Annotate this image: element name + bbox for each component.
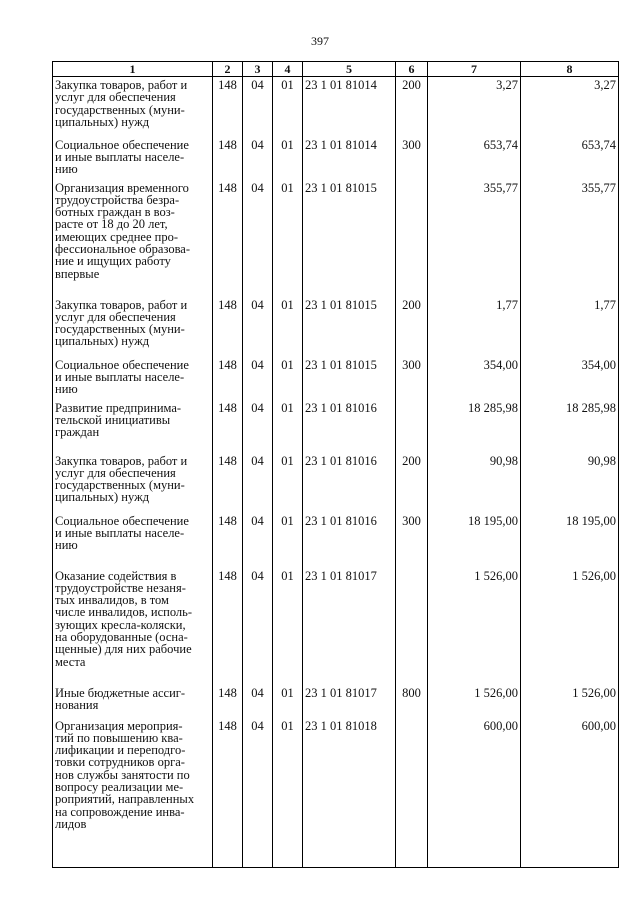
row-name-line: услуг для обеспечения [55, 90, 176, 105]
expense-type-code [396, 180, 428, 297]
row-name-line: Иные бюджетные ассиг- [55, 685, 186, 700]
header-cell: 6 [396, 62, 428, 77]
row-name [53, 685, 213, 718]
row-name-line: услуг для обеспечения [55, 465, 176, 480]
table-row [53, 453, 619, 513]
section-code: 04 [243, 568, 273, 685]
row-name [53, 400, 213, 453]
row-name-line: Оказание содействия в [55, 568, 177, 583]
target-article-code: 23 1 01 81015 [303, 357, 396, 400]
row-name-line: государственных (муни- [55, 322, 185, 337]
amount-year-2: 90,98 [521, 453, 619, 513]
table-row [53, 568, 619, 685]
subsection-code: 01 [273, 357, 303, 400]
row-name-line: тельской инициативы [55, 412, 171, 427]
amount-year-1: 600,00 [428, 718, 521, 868]
table-row [53, 357, 619, 400]
row-name-line: имеющих среднее про- [55, 229, 178, 244]
header-cell: 5 [303, 62, 396, 77]
header-cell: 7 [428, 62, 521, 77]
expense-type-code: 200 [396, 453, 428, 513]
amount-year-1: 1,77 [428, 297, 521, 357]
section-code: 04 [243, 453, 273, 513]
subsection-code: 01 [273, 137, 303, 180]
amount-year-1: 1 526,00 [428, 568, 521, 685]
target-article-code: 23 1 01 81014 [303, 77, 396, 137]
row-name-line: государственных (муни- [55, 102, 185, 117]
expense-type-code: 300 [396, 357, 428, 400]
header-cell: 2 [213, 62, 243, 77]
row-name-line: вопросу реализации ме- [55, 779, 184, 794]
row-name-line: числе инвалидов, исполь- [55, 605, 193, 620]
amount-year-1: 354,00 [428, 357, 521, 400]
expense-type-code: 800 [396, 685, 428, 718]
row-name-line: места [55, 654, 86, 669]
subsection-code: 01 [273, 685, 303, 718]
page-number: 397 [311, 34, 329, 48]
section-code: 04 [243, 180, 273, 297]
section-code: 04 [243, 357, 273, 400]
row-name-line: и иные выплаты населе- [55, 525, 185, 540]
ministry-code: 148 [213, 513, 243, 568]
ministry-code: 148 [213, 297, 243, 357]
row-name-line: Организация временного [55, 180, 189, 195]
amount-year-2: 354,00 [521, 357, 619, 400]
expense-type-code: 200 [396, 297, 428, 357]
expense-type-code: 300 [396, 513, 428, 568]
header-cell: 1 [53, 62, 213, 77]
amount-year-1: 90,98 [428, 453, 521, 513]
row-name-line: роприятий, направленных [55, 792, 195, 807]
row-name-line: Развитие предпринима- [55, 400, 182, 415]
amount-year-2: 355,77 [521, 180, 619, 297]
row-name-line: Закупка товаров, работ и [55, 297, 188, 312]
target-article-code: 23 1 01 81016 [303, 513, 396, 568]
budget-table [52, 61, 619, 868]
subsection-code: 01 [273, 77, 303, 137]
row-name-line: Организация мероприя- [55, 718, 183, 733]
section-code: 04 [243, 685, 273, 718]
table-row [53, 77, 619, 137]
table-row [53, 685, 619, 718]
amount-year-2: 600,00 [521, 718, 619, 868]
row-name-line: ние и ищущих работу [55, 254, 171, 269]
header-cell: 8 [521, 62, 619, 77]
row-name-line: ботных граждан в воз- [55, 205, 175, 220]
row-name-line: фессиональное образова- [55, 241, 191, 256]
target-article-code: 23 1 01 81014 [303, 137, 396, 180]
section-code: 04 [243, 297, 273, 357]
ministry-code: 148 [213, 180, 243, 297]
expense-type-code [396, 718, 428, 868]
row-name [53, 297, 213, 357]
row-name-line: на оборудованные (осна- [55, 629, 188, 644]
subsection-code: 01 [273, 453, 303, 513]
table-row [53, 137, 619, 180]
section-code: 04 [243, 137, 273, 180]
row-name-line: Социальное обеспечение [55, 513, 189, 528]
table-row [53, 400, 619, 453]
expense-type-code: 300 [396, 137, 428, 180]
table-row [53, 297, 619, 357]
header-cell: 4 [273, 62, 303, 77]
amount-year-2: 1 526,00 [521, 685, 619, 718]
row-name [53, 180, 213, 297]
ministry-code: 148 [213, 400, 243, 453]
row-name [53, 357, 213, 400]
row-name-line: государственных (муни- [55, 478, 185, 493]
row-name-line: зующих кресла-коляски, [55, 617, 186, 632]
subsection-code: 01 [273, 297, 303, 357]
ministry-code: 148 [213, 77, 243, 137]
row-name-line: лификации и переподго- [55, 743, 186, 758]
row-name-line: Закупка товаров, работ и [55, 453, 188, 468]
section-code: 04 [243, 400, 273, 453]
expense-type-code: 200 [396, 77, 428, 137]
target-article-code: 23 1 01 81016 [303, 400, 396, 453]
row-name-line: ципальных) нужд [55, 114, 150, 129]
section-code: 04 [243, 513, 273, 568]
row-name [53, 718, 213, 868]
amount-year-1: 18 195,00 [428, 513, 521, 568]
amount-year-2: 18 285,98 [521, 400, 619, 453]
section-code: 04 [243, 77, 273, 137]
ministry-code: 148 [213, 453, 243, 513]
target-article-code: 23 1 01 81016 [303, 453, 396, 513]
target-article-code: 23 1 01 81018 [303, 718, 396, 868]
section-code: 04 [243, 718, 273, 868]
amount-year-1: 18 285,98 [428, 400, 521, 453]
row-name-line: и иные выплаты населе- [55, 369, 185, 384]
row-name [53, 568, 213, 685]
row-name [53, 137, 213, 180]
target-article-code: 23 1 01 81015 [303, 297, 396, 357]
amount-year-1: 1 526,00 [428, 685, 521, 718]
row-name-line: щенные) для них рабочие [55, 642, 192, 657]
row-name [53, 77, 213, 137]
row-name-line: Социальное обеспечение [55, 137, 189, 152]
amount-year-1: 355,77 [428, 180, 521, 297]
target-article-code: 23 1 01 81017 [303, 568, 396, 685]
row-name-line: впервые [55, 266, 100, 281]
target-article-code: 23 1 01 81017 [303, 685, 396, 718]
subsection-code: 01 [273, 513, 303, 568]
amount-year-1: 3,27 [428, 77, 521, 137]
ministry-code: 148 [213, 568, 243, 685]
row-name-line: лидов [55, 816, 87, 831]
table-row [53, 513, 619, 568]
row-name-line: услуг для обеспечения [55, 309, 176, 324]
table-row [53, 718, 619, 868]
target-article-code: 23 1 01 81015 [303, 180, 396, 297]
row-name-line: тий по повышению ква- [55, 730, 183, 745]
row-name-line: Социальное обеспечение [55, 357, 189, 372]
amount-year-2: 653,74 [521, 137, 619, 180]
header-row [53, 62, 619, 77]
row-name [53, 513, 213, 568]
subsection-code: 01 [273, 568, 303, 685]
header-cell: 3 [243, 62, 273, 77]
table-row [53, 180, 619, 297]
ministry-code: 148 [213, 357, 243, 400]
row-name-line: трудоустройстве незаня- [55, 580, 186, 595]
row-name-line: на сопровождение инва- [55, 804, 185, 819]
row-name-line: тых инвалидов, в том [55, 593, 169, 608]
row-name-line: товки сотрудников орга- [55, 755, 185, 770]
amount-year-2: 18 195,00 [521, 513, 619, 568]
row-name-line: нию [55, 162, 78, 177]
row-name-line: Закупка товаров, работ и [55, 78, 188, 92]
row-name-line: нию [55, 538, 78, 553]
amount-year-1: 653,74 [428, 137, 521, 180]
row-name-line: расте от 18 до 20 лет, [55, 217, 168, 232]
amount-year-2: 3,27 [521, 77, 619, 137]
ministry-code: 148 [213, 685, 243, 718]
row-name-line: нов службы занятости по [55, 767, 190, 782]
row-name-line: граждан [55, 425, 100, 440]
ministry-code: 148 [213, 137, 243, 180]
amount-year-2: 1,77 [521, 297, 619, 357]
row-name-line: ципальных) нужд [55, 334, 150, 349]
row-name-line: трудоустройства безра- [55, 192, 180, 207]
table-body [53, 77, 619, 868]
row-name-line: и иные выплаты населе- [55, 149, 185, 164]
row-name-line: нования [55, 697, 99, 712]
subsection-code: 01 [273, 400, 303, 453]
subsection-code: 01 [273, 718, 303, 868]
row-name-line: ципальных) нужд [55, 490, 150, 505]
ministry-code: 148 [213, 718, 243, 868]
row-name-line: нию [55, 382, 78, 397]
amount-year-2: 1 526,00 [521, 568, 619, 685]
expense-type-code [396, 400, 428, 453]
subsection-code: 01 [273, 180, 303, 297]
row-name [53, 453, 213, 513]
expense-type-code [396, 568, 428, 685]
